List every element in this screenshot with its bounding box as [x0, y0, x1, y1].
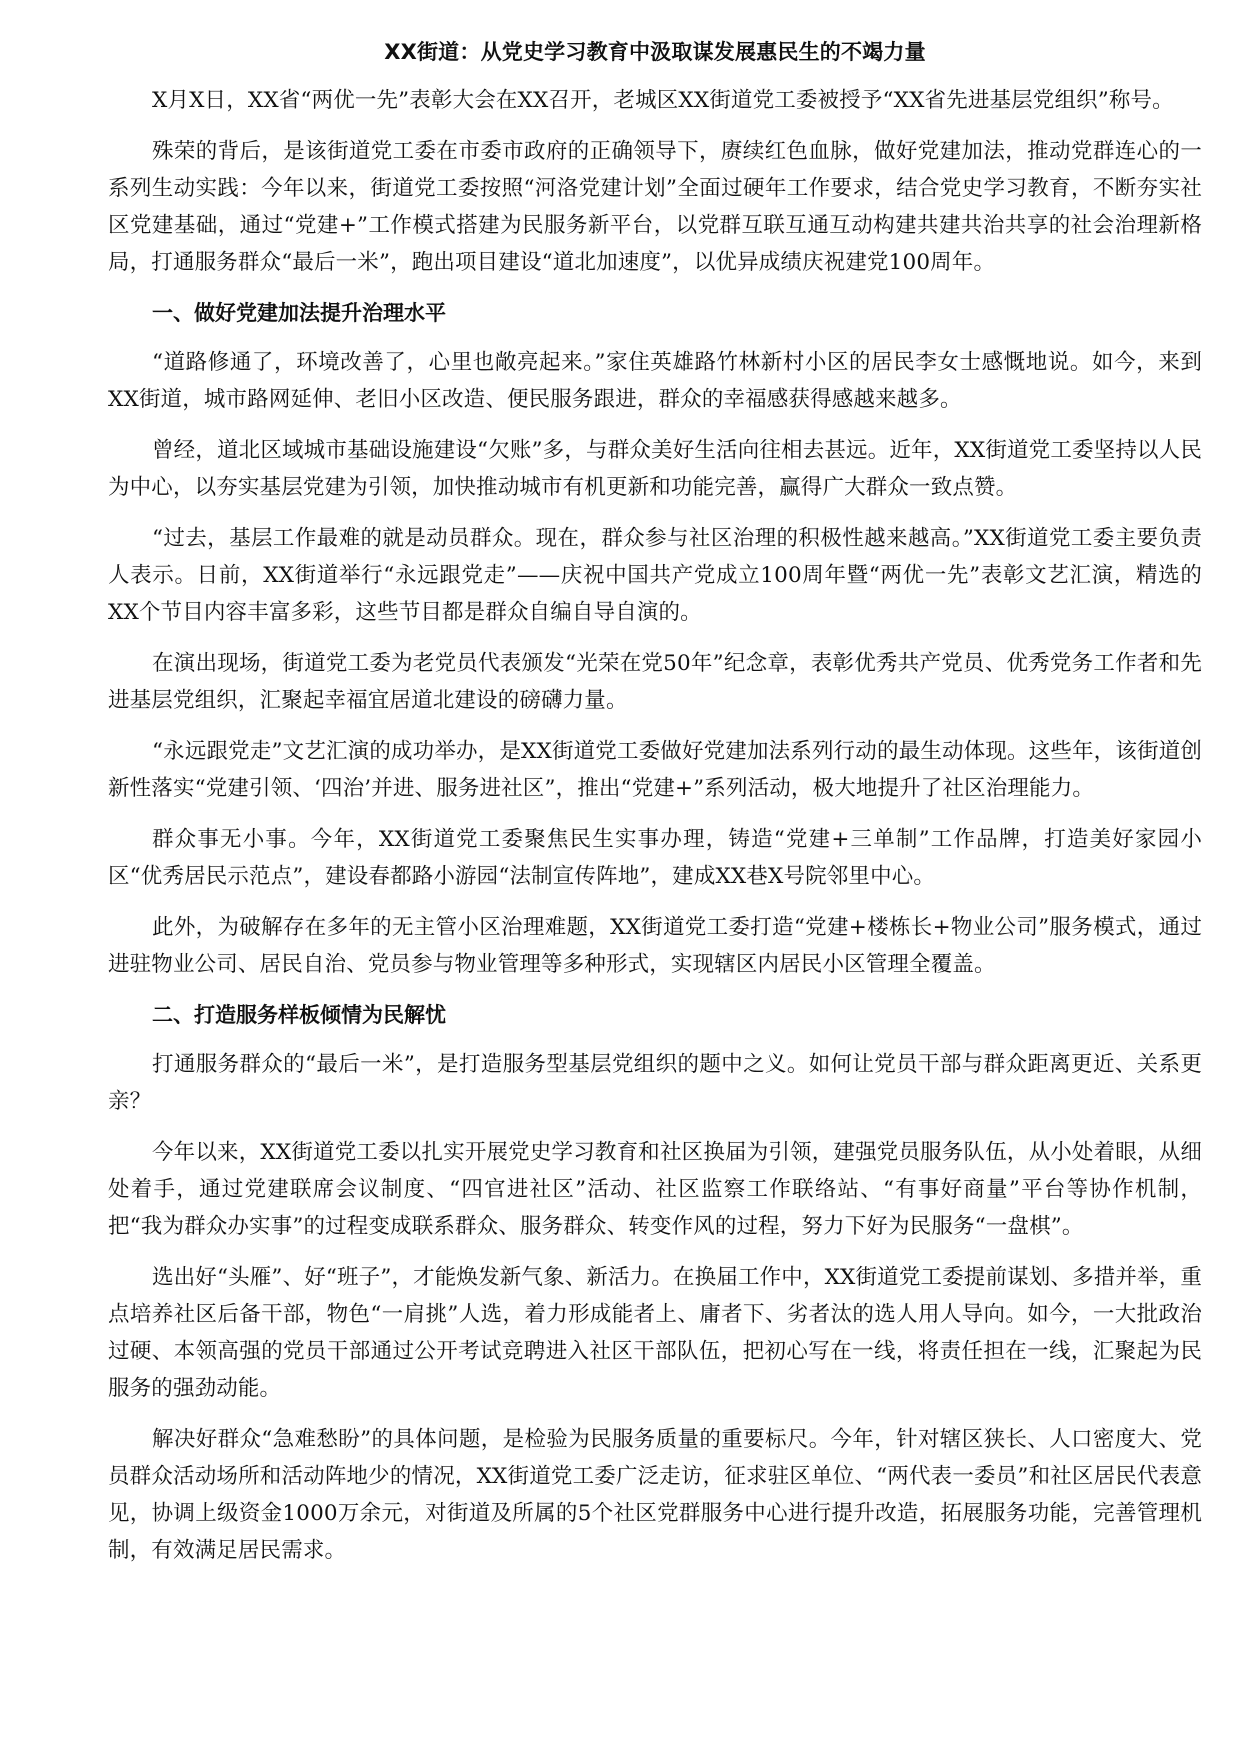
- body-paragraph: “过去，基层工作最难的就是动员群众。现在，群众参与社区治理的积极性越来越高。”XX街道党工委主要负责人表示。日前，XX街道举行“永远跟党走”——庆祝中国共产党成立100周年暨“两优一先”表彰文艺汇演，精选的XX个节目内容丰富多彩，这些节目都是群众自编自导自演的。: [108, 526, 1202, 625]
- document-body: [108, 34, 1202, 1583]
- body-paragraph: 选出好“头雁”、好“班子”，才能焕发新气象、新活力。在换届工作中，XX街道党工委提前谋划、多措并举，重点培养社区后备干部，物色“一肩挑”人选，着力形成能者上、庸者下、劣者汰的选人用人导向。如今，一大批政治过硬、本领高强的党员干部通过公开考试竞聘进入社区干部队伍，把初心写在一线，将责任担在一线，汇聚起为民服务的强劲动能。: [108, 1265, 1202, 1401]
- body-paragraph: 在演出现场，街道党工委为老党员代表颁发“光荣在党50年”纪念章，表彰优秀共产党员、优秀党务工作者和先进基层党组织，汇聚起幸福宜居道北建设的磅礴力量。: [108, 651, 1202, 713]
- intro-paragraph: X月X日，XX省“两优一先”表彰大会在XX召开，老城区XX街道党工委被授予“XX省先进基层党组织”称号。: [152, 88, 1174, 113]
- document-title: XX街道：从党史学习教育中汲取谋发展惠民生的不竭力量: [384, 40, 926, 64]
- body-paragraph: 打通服务群众的“最后一米”，是打造服务型基层党组织的题中之义。如何让党员干部与群众距离更近、关系更亲？: [108, 1052, 1202, 1114]
- body-paragraph: 此外，为破解存在多年的无主管小区治理难题，XX街道党工委打造“党建+楼栋长+物业公司”服务模式，通过进驻物业公司、居民自治、党员参与物业管理等多种形式，实现辖区内居民小区管理全覆盖。: [108, 915, 1202, 977]
- section-heading-1: 一、做好党建加法提升治理水平: [152, 301, 446, 325]
- section-heading-2: 二、打造服务样板倾情为民解忧: [152, 1003, 446, 1027]
- body-paragraph: 群众事无小事。今年，XX街道党工委聚焦民生实事办理，铸造“党建+三单制”工作品牌，打造美好家园小区“优秀居民示范点”，建设春都路小游园“法制宣传阵地”，建成XX巷X号院邻里中心。: [108, 827, 1202, 889]
- body-paragraph: 今年以来，XX街道党工委以扎实开展党史学习教育和社区换届为引领，建强党员服务队伍，从小处着眼，从细处着手，通过党建联席会议制度、“四官进社区”活动、社区监察工作联络站、“有事好商量”平台等协作机制，把“我为群众办实事”的过程变成联系群众、服务群众、转变作风的过程，努力下好为民服务“一盘棋”。: [108, 1140, 1202, 1239]
- intro-paragraph: 殊荣的背后，是该街道党工委在市委市政府的正确领导下，赓续红色血脉，做好党建加法，推动党群连心的一系列生动实践：今年以来，街道党工委按照“河洛党建计划”全面过硬年工作要求，结合党史学习教育，不断夯实社区党建基础，通过“党建+”工作模式搭建为民服务新平台，以党群互联互通互动构建共建共治共享的社会治理新格局，打通服务群众“最后一米”，跑出项目建设“道北加速度”，以优异成绩庆祝建党100周年。: [108, 139, 1202, 275]
- body-paragraph: 曾经，道北区域城市基础设施建设“欠账”多，与群众美好生活向往相去甚远。近年，XX街道党工委坚持以人民为中心，以夯实基层党建为引领，加快推动城市有机更新和功能完善，赢得广大群众一致点赞。: [108, 438, 1202, 500]
- body-paragraph: 解决好群众“急难愁盼”的具体问题，是检验为民服务质量的重要标尺。今年，针对辖区狭长、人口密度大、党员群众活动场所和活动阵地少的情况，XX街道党工委广泛走访，征求驻区单位、“两代表一委员”和社区居民代表意见，协调上级资金1000万余元，对街道及所属的5个社区党群服务中心进行提升改造，拓展服务功能，完善管理机制，有效满足居民需求。: [108, 1427, 1202, 1563]
- body-paragraph: “永远跟党走”文艺汇演的成功举办，是XX街道党工委做好党建加法系列行动的最生动体现。这些年，该街道创新性落实“党建引领、‘四治’并进、服务进社区”，推出“党建+”系列活动，极大地提升了社区治理能力。: [108, 739, 1202, 801]
- body-paragraph: “道路修通了，环境改善了，心里也敞亮起来。”家住英雄路竹林新村小区的居民李女士感慨地说。如今，来到XX街道，城市路网延伸、老旧小区改造、便民服务跟进，群众的幸福感获得感越来越多。: [108, 350, 1202, 412]
